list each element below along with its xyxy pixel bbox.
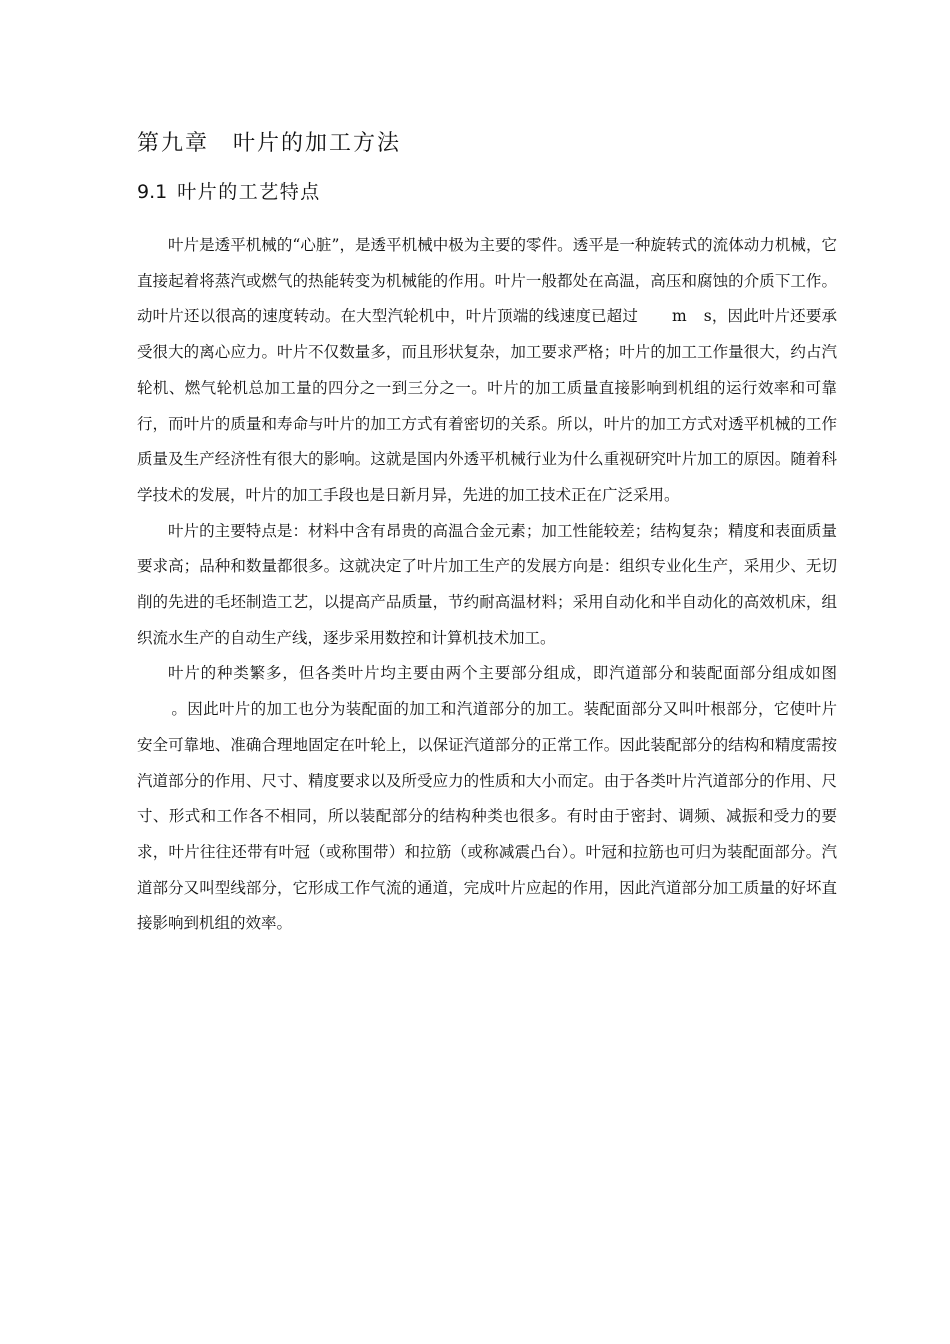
paragraph-1 — [137, 228, 837, 514]
section-heading — [137, 177, 321, 207]
paragraph-3 — [137, 656, 837, 942]
paragraph-3-text-b: 。因此叶片的加工也分为装配面的加工和汽道部分的加工。装配面部分又叫叶根部分，它使叶片安全可靠地、准确合理地固定在叶轮上，以保证汽道部分的正常工作。因此装配部分的结构和精度需按汽道部分的作用、尺寸、精度要求以及所受应力的性质和大小而定。由于各类叶片汽道部分的作用、尺寸、形式和工作各不相同，所以装配部分的结构种类也很多。有时由于密封、调频、减振和受力的要求，叶片往往还带有叶冠（或称围带）和拉筋（或称减震凸台）。叶冠和拉筋也可归为装配面部分。汽道部分又叫型线部分，它形成工作气流的通道，完成叶片应起的作用，因此汽道部分加工质量的好坏直接影响到机组的效率。 — [137, 700, 837, 933]
chapter-label: 第九章 — [137, 131, 210, 156]
paragraph-1-text-b: ，因此叶片还要承受很大的离心应力。叶片不仅数量多，而且形状复杂，加工要求严格；叶片的加工工作量很大，约占汽轮机、燃气轮机总加工量的四分之一到三分之一。叶片的加工质量直接影响到机组的运行效率和可靠行，而叶片的质量和寿命与叶片的加工方式有着密切的关系。所以，叶片的加工方式对透平机械的工作质量及生产经济性有很大的影响。这就是国内外透平机械行业为什么重视研究叶片加工的原因。随着科学技术的发展，叶片的加工手段也是日新月异，先进的加工技术正在广泛采用。 — [137, 307, 837, 504]
chapter-title: 叶片的加工方法 — [233, 131, 402, 156]
section-title: 叶片的工艺特点 — [177, 181, 321, 203]
body-text — [137, 228, 837, 942]
section-number: 9.1 — [137, 181, 168, 203]
chapter-heading — [137, 127, 401, 161]
speed-unit: m s — [671, 307, 712, 326]
paragraph-1-text-a: 叶片是透平机械的“心脏”，是透平机械中极为主要的零件。透平是一种旋转式的流体动力机械，它直接起着将蒸汽或燃气的热能转变为机械能的作用。叶片一般都处在高温，高压和腐蚀的介质下工作。动叶片还以很高的速度转动。在大型汽轮机中，叶片顶端的线速度已超过 — [137, 236, 837, 326]
paragraph-3-text-a: 叶片的种类繁多，但各类叶片均主要由两个主要部分组成，即汽道部分和装配面部分组成如图 — [168, 664, 837, 683]
paragraph-2: 叶片的主要特点是：材料中含有昂贵的高温合金元素；加工性能较差；结构复杂；精度和表面质量要求高；品种和数量都很多。这就决定了叶片加工生产的发展方向是：组织专业化生产，采用少、无切削的先进的毛坯制造工艺，以提高产品质量，节约耐高温材料；采用自动化和半自动化的高效机床，组织流水生产的自动生产线，逐步采用数控和计算机技术加工。 — [137, 521, 837, 647]
